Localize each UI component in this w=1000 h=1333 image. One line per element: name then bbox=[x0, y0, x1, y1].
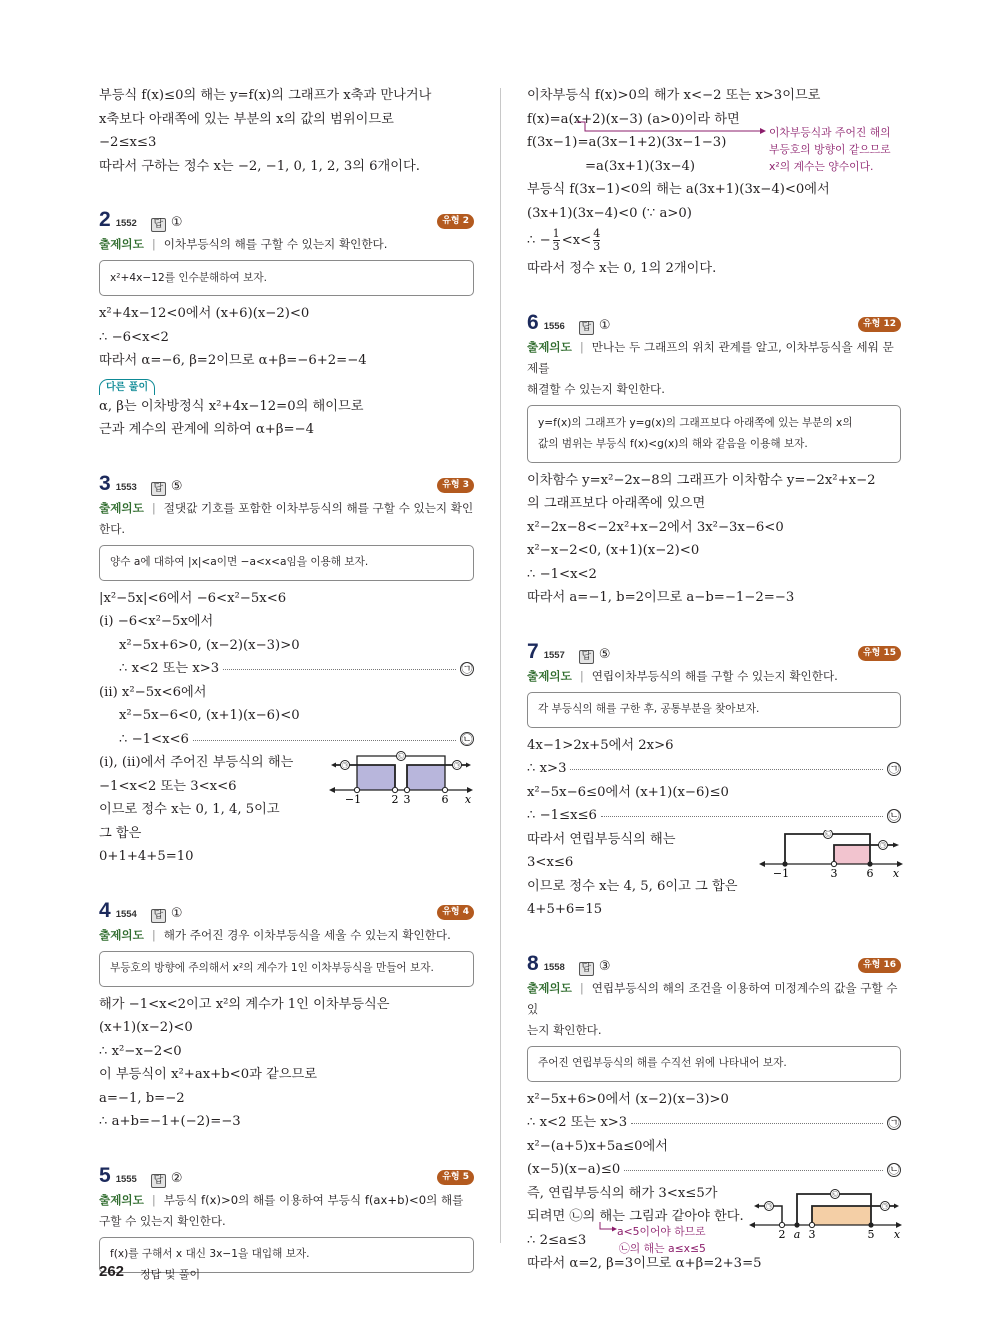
alt-solution-badge: 다른 풀이 bbox=[99, 379, 155, 395]
hint-text: 주어진 연립부등식의 해를 수직선 위에 나타내어 보자. bbox=[538, 1057, 787, 1069]
type-badge: 유형 2 bbox=[437, 214, 474, 229]
circled-marker: ㉡ bbox=[461, 732, 473, 746]
svg-text:a: a bbox=[793, 1227, 801, 1241]
problem-3-header bbox=[99, 472, 474, 498]
annotation-line: 이차부등식과 주어진 해의 bbox=[769, 126, 891, 139]
intent-text: 연립이차부등식의 해를 구할 수 있는지 확인한다. bbox=[591, 668, 838, 683]
solution-result-line bbox=[99, 728, 474, 752]
annotation-note bbox=[617, 1223, 706, 1257]
fraction: $\frac{4}{3}$ bbox=[593, 227, 601, 253]
answer-icon: 답 bbox=[579, 321, 594, 335]
solution-result-line bbox=[527, 1111, 901, 1135]
svg-text:㉡: ㉡ bbox=[397, 753, 405, 761]
solution-line bbox=[527, 225, 901, 257]
svg-text:3: 3 bbox=[830, 866, 838, 880]
number-line-diagram bbox=[327, 751, 477, 806]
solution-line: 부등식 f(3x−1)<0의 해는 a(3x+1)(3x−4)<0에서 bbox=[527, 182, 830, 197]
problem-2-header bbox=[99, 208, 474, 234]
problem-number: 8 bbox=[527, 951, 539, 975]
result-text: ∴ x>3 bbox=[527, 761, 567, 776]
number-line-diagram bbox=[749, 1186, 904, 1241]
problem-3-conclusion bbox=[99, 751, 474, 869]
type-badge: 유형 4 bbox=[437, 905, 474, 920]
svg-text:㉠: ㉠ bbox=[765, 1203, 773, 1210]
hint-text: 부등호의 방향에 주의해서 x²의 계수가 1인 이차부등식을 만들어 보자. bbox=[110, 962, 434, 974]
answer-icon: 답 bbox=[579, 650, 594, 664]
intent-text: 이차부등식의 해를 구할 수 있는지 확인한다. bbox=[163, 237, 388, 251]
svg-text:㉠: ㉠ bbox=[881, 1203, 889, 1210]
column-divider bbox=[500, 88, 501, 1243]
problem-id: 1556 bbox=[543, 320, 565, 332]
svg-text:3: 3 bbox=[808, 1227, 816, 1241]
solution-line: x²−x−2<0, (x+1)(x−2)<0 bbox=[527, 543, 700, 558]
solution-result-line bbox=[527, 1158, 901, 1182]
solution-line: ∴ −1<x<2 bbox=[527, 566, 597, 582]
problem-7-header bbox=[527, 640, 901, 666]
problem-4-header bbox=[99, 899, 474, 925]
alt-solution-line: α, β는 이차방정식 x²+4x−12=0의 해이므로 bbox=[99, 398, 364, 414]
svg-text:−1: −1 bbox=[344, 793, 362, 806]
svg-text:2: 2 bbox=[391, 793, 399, 806]
solution-result-line bbox=[527, 804, 901, 828]
solution-line: (i), (ii)에서 주어진 부등식의 해는 bbox=[99, 755, 294, 770]
hint-box bbox=[99, 951, 474, 987]
solution-line: −1<x<2 또는 3<x<6 bbox=[99, 778, 237, 794]
dotted-leader bbox=[223, 669, 456, 670]
solution-line: 이차함수 y=x²−2x−8의 그래프가 이차함수 y=−2x²+x−2 bbox=[527, 472, 876, 488]
solution-line: 3<x≤6 bbox=[527, 855, 574, 870]
result-text: ∴ −1≤x≤6 bbox=[527, 808, 597, 823]
problem-number: 4 bbox=[99, 898, 111, 922]
solution-line: x²−2x−8<−2x²+x−2에서 3x²−3x−6<0 bbox=[527, 519, 784, 535]
problem-5-continued bbox=[527, 84, 901, 281]
intent-label: 출제의도 bbox=[99, 500, 144, 515]
type-badge: 유형 12 bbox=[858, 317, 901, 332]
intent-label: 출제의도 bbox=[99, 1192, 144, 1207]
result-prefix: ∴ − bbox=[527, 233, 551, 248]
solution-line: 이 부등식이 x²+ax+b<0과 같으므로 bbox=[99, 1067, 317, 1082]
solution-line: (ii) x²−5x<6에서 bbox=[99, 684, 207, 700]
solution-line: |x²−5x|<6에서 −6<x²−5x<6 bbox=[99, 590, 287, 606]
hint-box bbox=[527, 405, 901, 463]
answer-value: ③ bbox=[598, 958, 611, 974]
solution-line: 따라서 α=−6, β=2이므로 α+β=−6+2=−4 bbox=[99, 353, 367, 368]
intro-line: −2≤x≤3 bbox=[99, 135, 157, 150]
svg-text:㉡: ㉡ bbox=[831, 1191, 839, 1198]
solution-line: 그 합은 bbox=[99, 825, 142, 841]
circled-marker: ㉠ bbox=[888, 1116, 900, 1130]
dotted-leader bbox=[631, 1123, 883, 1124]
problem-number: 5 bbox=[99, 1163, 111, 1187]
answer-value: ⑤ bbox=[170, 478, 183, 494]
solution-result-line bbox=[527, 757, 901, 781]
solution-line: (i) −6<x²−5x에서 bbox=[99, 614, 214, 629]
circled-marker: ㉠ bbox=[888, 762, 900, 776]
intent-line: 출제의도 | 해가 주어진 경우 이차부등식을 세울 수 있는지 확인한다. bbox=[99, 927, 451, 942]
result-text: ∴ x<2 또는 x>3 bbox=[527, 1115, 628, 1130]
solution-line: x²−5x−6≤0에서 (x+1)(x−6)≤0 bbox=[527, 784, 729, 800]
problem-id: 1554 bbox=[115, 908, 137, 920]
svg-text:x: x bbox=[892, 866, 900, 880]
annotation-arrow bbox=[577, 120, 767, 140]
annotation-arrow bbox=[567, 1222, 617, 1242]
dotted-leader bbox=[570, 769, 883, 770]
problem-number: 2 bbox=[99, 208, 111, 231]
annotation-line: a<5이어야 하므로 bbox=[617, 1224, 706, 1238]
hint-text: x²+4x−12를 인수분해하여 보자. bbox=[110, 271, 267, 284]
intent-label: 출제의도 bbox=[99, 237, 144, 251]
problem-6-header bbox=[527, 311, 901, 337]
answer-value: ① bbox=[170, 905, 183, 921]
solution-line: 즉, 연립부등식의 해가 3<x≤5가 bbox=[527, 1185, 718, 1201]
solution-line: ∴ 2≤a≤3 bbox=[527, 1232, 587, 1248]
problem-id: 1553 bbox=[115, 481, 137, 493]
intent-line: 출제의도 | 만나는 두 그래프의 위치 관계를 알고, 이차부등식을 세워 문제를 bbox=[527, 339, 894, 375]
number-line-diagram bbox=[759, 830, 904, 880]
problem-7-conclusion bbox=[527, 828, 901, 922]
problem-id: 1552 bbox=[115, 218, 137, 229]
intent-text: 해가 주어진 경우 이차부등식을 세울 수 있는지 확인한다. bbox=[163, 927, 451, 942]
dotted-leader bbox=[601, 816, 883, 817]
circled-marker: ㉠ bbox=[461, 662, 473, 676]
intent-line-cont: 구할 수 있는지 확인한다. bbox=[99, 1213, 226, 1228]
intent-label: 출제의도 bbox=[527, 980, 572, 995]
problem-number: 6 bbox=[527, 310, 539, 334]
solution-line: 이차부등식 f(x)>0의 해가 x<−2 또는 x>3이므로 bbox=[527, 88, 821, 103]
answer-icon: 답 bbox=[151, 1174, 166, 1188]
problem-5-header bbox=[99, 1164, 474, 1190]
svg-text:−1: −1 bbox=[772, 866, 790, 880]
solution-line: ∴ a+b=−1+(−2)=−3 bbox=[99, 1114, 241, 1129]
svg-text:5: 5 bbox=[867, 1227, 875, 1241]
svg-text:3: 3 bbox=[403, 793, 411, 806]
page-number: 262 bbox=[99, 1263, 125, 1280]
svg-text:6: 6 bbox=[866, 866, 874, 880]
answer-icon: 답 bbox=[579, 962, 594, 976]
intent-line-cont: 해결할 수 있는지 확인한다. bbox=[527, 381, 665, 396]
hint-text: y=f(x)의 그래프가 y=g(x)의 그래프보다 아래쪽에 있는 부분의 x의 bbox=[538, 416, 853, 429]
circled-marker: ㉡ bbox=[888, 1163, 900, 1177]
solution-line: a=−1, b=−2 bbox=[99, 1090, 185, 1106]
annotation-line: x²의 계수는 양수이다. bbox=[769, 160, 874, 173]
intent-line: 출제의도 | 부등식 f(x)>0의 해를 이용하여 부등식 f(ax+b)<0의 해를 bbox=[99, 1192, 464, 1207]
dotted-leader bbox=[624, 1170, 883, 1171]
solution-line: x²+4x−12<0에서 (x+6)(x−2)<0 bbox=[99, 306, 310, 321]
type-badge: 유형 5 bbox=[437, 1170, 474, 1185]
solution-line: 이므로 정수 x는 4, 5, 6이고 그 합은 bbox=[527, 878, 738, 894]
solution-line: x²−5x+6>0, (x−2)(x−3)>0 bbox=[119, 637, 300, 653]
problem-8-conclusion bbox=[527, 1182, 901, 1276]
answer-value: ① bbox=[170, 215, 183, 230]
annotation-line: ㉡의 해는 a≤x≤5 bbox=[619, 1241, 706, 1255]
intent-label: 출제의도 bbox=[527, 339, 572, 354]
svg-text:㉠: ㉠ bbox=[341, 762, 349, 770]
intent-label: 출제의도 bbox=[99, 927, 144, 942]
intent-label: 출제의도 bbox=[527, 668, 572, 683]
result-text: (x−5)(x−a)≤0 bbox=[527, 1162, 621, 1177]
type-badge: 유형 15 bbox=[858, 646, 901, 661]
annotation-note bbox=[769, 124, 891, 175]
hint-box bbox=[99, 260, 474, 296]
solution-line: x²−5x−6<0, (x+1)(x−6)<0 bbox=[119, 708, 300, 723]
svg-text:x: x bbox=[893, 1227, 901, 1241]
intent-text: 절댓값 기호를 포함한 이차부등식의 해를 구할 수 있는지 확인한다. bbox=[99, 500, 474, 536]
right-column bbox=[527, 84, 901, 1276]
answer-value: ① bbox=[598, 317, 611, 333]
answer-icon: 답 bbox=[151, 218, 166, 232]
intent-line: 출제의도 | 연립부등식의 해의 조건을 이용하여 미정계수의 값을 구할 수 있 bbox=[527, 980, 898, 1016]
svg-text:㉠: ㉠ bbox=[879, 842, 887, 849]
solution-line: 4x−1>2x+5에서 2x>6 bbox=[527, 737, 674, 753]
answer-icon: 답 bbox=[151, 909, 166, 923]
type-badge: 유형 16 bbox=[858, 958, 901, 973]
solution-line: 되려면 ㉡의 해는 그림과 같아야 한다. bbox=[527, 1209, 744, 1224]
fraction: $\frac{1}{3}$ bbox=[552, 227, 560, 253]
intent-line: 출제의도 | 절댓값 기호를 포함한 이차부등식의 해를 구할 수 있는지 확인한다. bbox=[99, 500, 474, 536]
solution-line: 따라서 정수 x는 0, 1의 2개이다. bbox=[527, 261, 717, 276]
intent-text: 부등식 f(x)>0의 해를 이용하여 부등식 f(ax+b)<0의 해를 bbox=[163, 1192, 464, 1207]
solution-line: (3x+1)(3x−4)<0 (∵ a>0) bbox=[527, 205, 692, 221]
intent-line-cont: 는지 확인한다. bbox=[527, 1022, 602, 1037]
solution-line: f(x)=a(x+2)(x−3) (a>0)이라 하면 bbox=[527, 111, 740, 127]
result-text: ∴ x<2 또는 x>3 bbox=[119, 661, 220, 676]
intro-line: 부등식 f(x)≤0의 해는 y=f(x)의 그래프가 x축과 만나거나 bbox=[99, 88, 432, 103]
solution-line: 0+1+4+5=10 bbox=[99, 849, 194, 864]
answer-icon: 답 bbox=[151, 482, 166, 496]
solution-line: 의 그래프보다 아래쪽에 있으면 bbox=[527, 496, 706, 511]
hint-text: f(x)를 구해서 x 대신 3x−1을 대입해 보자. bbox=[110, 1248, 310, 1260]
type-badge: 유형 3 bbox=[437, 478, 474, 493]
hint-text: 각 부등식의 해를 구한 후, 공통부분을 찾아보자. bbox=[538, 703, 760, 715]
svg-text:㉠: ㉠ bbox=[453, 762, 461, 770]
alt-solution-line: 근과 계수의 관계에 의하여 α+β=−4 bbox=[99, 422, 314, 437]
intent-text: 만나는 두 그래프의 위치 관계를 알고, 이차부등식을 세워 문제를 bbox=[527, 339, 894, 375]
result-text: ∴ −1<x<6 bbox=[119, 731, 189, 747]
svg-text:2: 2 bbox=[778, 1227, 786, 1241]
solution-line: (x+1)(x−2)<0 bbox=[99, 1020, 193, 1035]
solution-line: 해가 −1<x<2이고 x²의 계수가 1인 이차부등식은 bbox=[99, 996, 390, 1012]
solution-line: ∴ −6<x<2 bbox=[99, 329, 169, 345]
solution-line: 따라서 연립부등식의 해는 bbox=[527, 831, 676, 847]
solution-line: f(3x−1)=a(3x−1+2)(3x−1−3) bbox=[527, 135, 727, 150]
solution-line: ∴ x²−x−2<0 bbox=[99, 1043, 182, 1059]
intent-line: 출제의도 | 연립이차부등식의 해를 구할 수 있는지 확인한다. bbox=[527, 668, 838, 683]
solution-line: =a(3x+1)(3x−4) bbox=[585, 158, 696, 174]
hint-text: 양수 a에 대하여 |x|<a이면 −a<x<a임을 이용해 보자. bbox=[110, 556, 369, 568]
circled-marker: ㉡ bbox=[888, 809, 900, 823]
problem-8-header bbox=[527, 952, 901, 978]
svg-text:x: x bbox=[464, 793, 472, 806]
hint-box bbox=[99, 545, 474, 581]
result-mid: <x< bbox=[561, 233, 592, 248]
problem-id: 1558 bbox=[543, 961, 565, 973]
solution-line: 이므로 정수 x는 0, 1, 4, 5이고 bbox=[99, 802, 280, 817]
answer-value: ② bbox=[170, 1170, 183, 1186]
problem-id: 1557 bbox=[543, 649, 565, 661]
solution-result-line bbox=[99, 657, 474, 681]
problem-id: 1555 bbox=[115, 1173, 137, 1185]
answer-value: ⑤ bbox=[598, 646, 611, 662]
solution-line: x²−(a+5)x+5a≤0에서 bbox=[527, 1138, 669, 1154]
solution-line: x²−5x+6>0에서 (x−2)(x−3)>0 bbox=[527, 1091, 729, 1107]
hint-box bbox=[527, 692, 901, 728]
annotation-line: 부등호의 방향이 같으므로 bbox=[769, 143, 891, 156]
intent-line: 출제의도 | 이차부등식의 해를 구할 수 있는지 확인한다. bbox=[99, 237, 388, 251]
solution-line: 따라서 α=2, β=3이므로 α+β=2+3=5 bbox=[527, 1256, 762, 1271]
hint-box bbox=[527, 1046, 901, 1082]
solution-line: 따라서 a=−1, b=2이므로 a−b=−1−2=−3 bbox=[527, 590, 795, 605]
intro-line: 따라서 구하는 정수 x는 −2, −1, 0, 1, 2, 3의 6개이다. bbox=[99, 158, 420, 174]
dotted-leader bbox=[193, 740, 456, 741]
intro-line: x축보다 아래쪽에 있는 부분의 x의 값의 범위이므로 bbox=[99, 111, 394, 127]
page-section-title: 정답 및 풀이 bbox=[140, 1268, 201, 1281]
svg-text:6: 6 bbox=[441, 793, 449, 806]
svg-text:㉡: ㉡ bbox=[824, 831, 832, 838]
solution-line: 4+5+6=15 bbox=[527, 902, 603, 917]
hint-text: 값의 범위는 부등식 f(x)<g(x)의 해와 같음을 이용해 보자. bbox=[538, 437, 808, 450]
problem-number: 3 bbox=[99, 471, 111, 495]
problem-number: 7 bbox=[527, 639, 539, 663]
left-column bbox=[99, 84, 474, 1279]
intent-text: 연립부등식의 해의 조건을 이용하여 미정계수의 값을 구할 수 있 bbox=[527, 980, 898, 1016]
